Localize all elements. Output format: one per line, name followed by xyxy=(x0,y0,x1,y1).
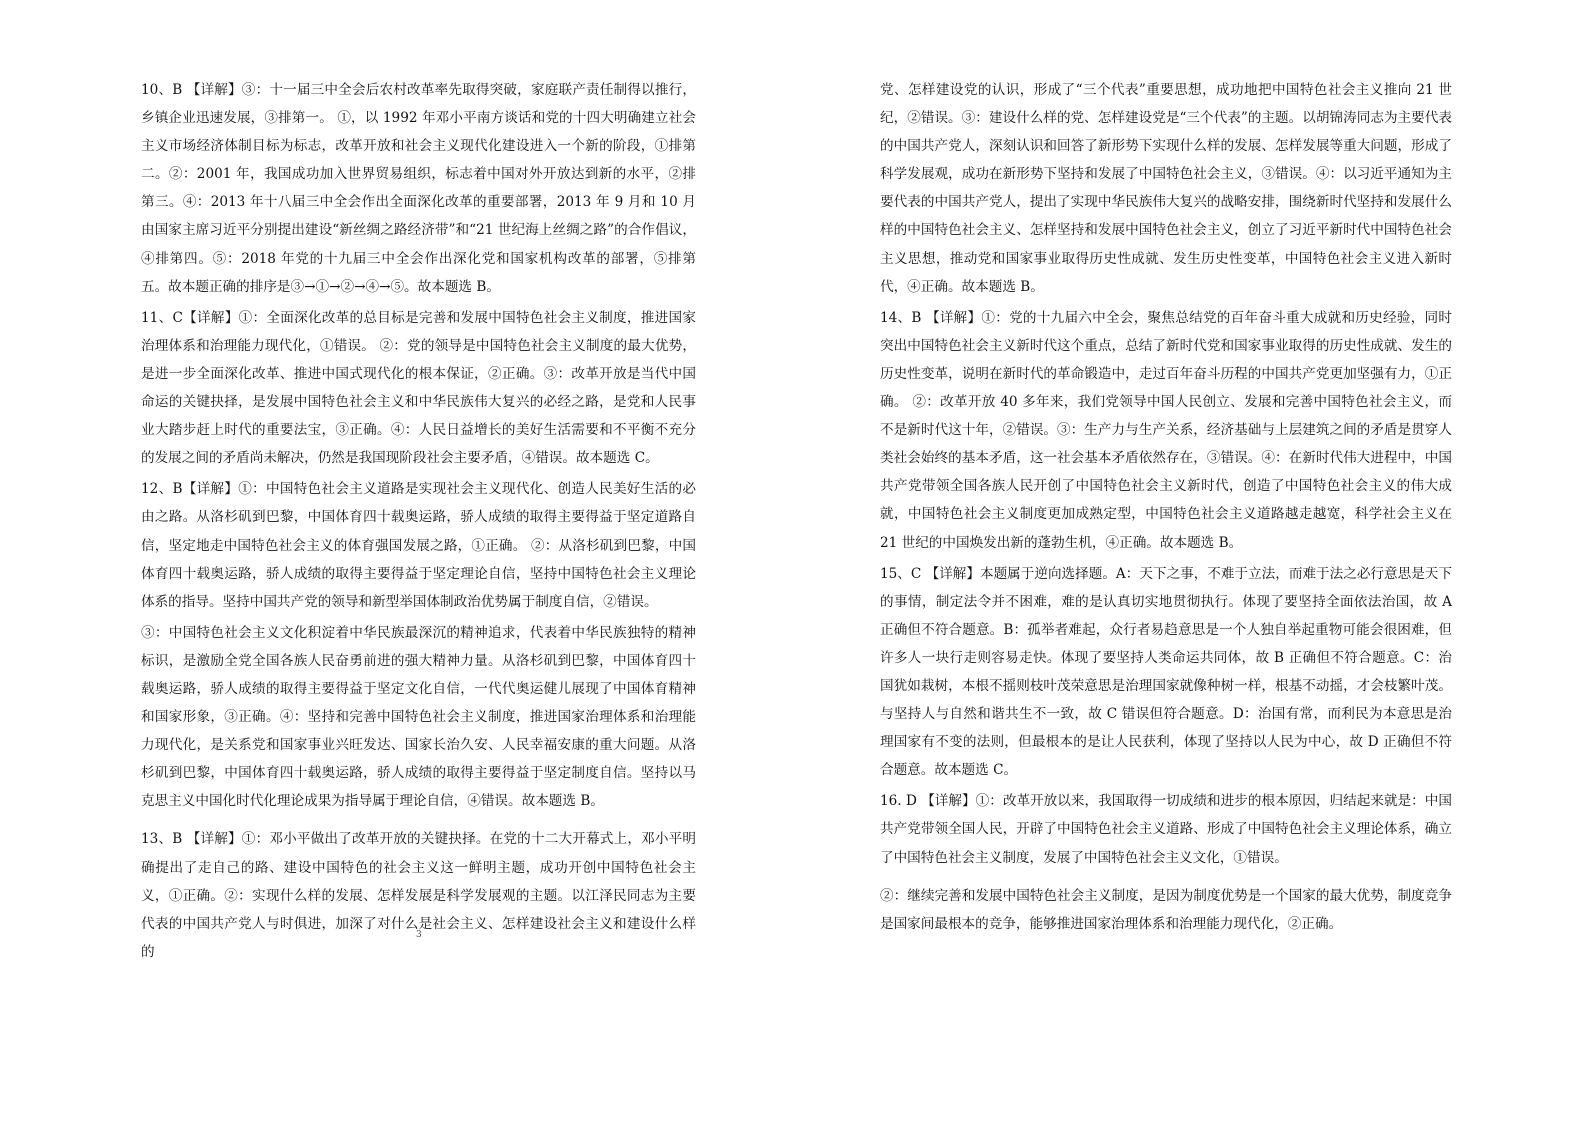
right-column xyxy=(880,76,1452,938)
answer-16-continued-paragraph: ②：继续完善和发展中国特色社会主义制度，是因为制度优势是一个国家的最大优势，制度竞争是国家间最根本的竞争，能够推进国家治理体系和治理能力现代化，②正确。 xyxy=(880,887,1452,932)
page-number: 3 xyxy=(416,930,422,940)
left-column xyxy=(141,76,696,966)
answer-12-paragraph: 12、B【详解】①：中国特色社会主义道路是实现社会主义现代化、创造人民美好生活的必由之路。从洛杉矶到巴黎，中国体育四十载奥运路，骄人成绩的取得主要得益于坚定道路自信，坚定地走中国特色社会主义的体育强国发展之路，①正确。 ②：从洛杉矶到巴黎，中国体育四十载奥运路，骄人成绩的取得主要得益于坚定理论自信，坚持中国特色社会主义理论体系的指导。坚持中国共产党的领导和新型举国体制政治优势属于制度自信，②错误。 xyxy=(141,481,696,610)
answer-10-paragraph: 10、B 【详解】③：十一届三中全会后农村改革率先取得突破，家庭联产责任制得以推行，乡镇企业迅速发展，③排第一。 ①，以 1992 年邓小平南方谈话和党的十四大明确建立社会主义市场经济体制目标为标志，改革开放和社会主义现代化建设进入一个新的阶段，①排第二。②：2001 年，我国成功加入世界贸易组织，标志着中国对外开放达到新的水平，②排第三。④：2013 年十八届三中全会作出全面深化改革的重要部署，2013 年 9 月和 10 月由国家主席习近平分别提出建设“新丝绸之路经济带”和“21 世纪海上丝绸之路”的合作倡议，④排第四。⑤：2018 年党的十九届三中全会作出深化党和国家机构改革的部署，⑤排第五。故本题正确的排序是③→①→②→④→⑤。故本题选 B。 xyxy=(141,82,696,295)
answer-13-paragraph: 13、B 【详解】①：邓小平做出了改革开放的关键抉择。在党的十二大开幕式上，邓小平明确提出了走自己的路、建设中国特色的社会主义这一鲜明主题，成功开创中国特色社会主义，①正确。②：实现什么样的发展、怎样发展是科学发展观的主题。以江泽民同志为主要代表的中国共产党人与时俱进，加深了对什么是社会主义、怎样建设社会主义和建设什么样的 xyxy=(141,831,696,960)
answer-11-paragraph: 11、C【详解】①：全面深化改革的总目标是完善和发展中国特色社会主义制度，推进国家治理体系和治理能力现代化，①错误。 ②：党的领导是中国特色社会主义制度的最大优势，是进一步全面深化改革、推进中国式现代化的根本保证，②正确。③：改革开放是当代中国命运的关键抉择，是发展中国特色社会主义和中华民族伟大复兴的必经之路，是党和人民事业大踏步赶上时代的重要法宝，③正确。④：人民日益增长的美好生活需要和不平衡不充分的发展之间的矛盾尚未解决，仍然是我国现阶段社会主要矛盾，④错误。故本题选 C。 xyxy=(141,309,696,467)
answer-12-continued-paragraph: ③：中国特色社会主义文化积淀着中华民族最深沉的精神追求，代表着中华民族独特的精神标识，是激励全党全国各族人民奋勇前进的强大精神力量。从洛杉矶到巴黎，中国体育四十载奥运路，骄人成绩的取得主要得益于坚定文化自信，一代代奥运健儿展现了中国体育精神和国家形象，③正确。④：坚持和完善中国特色社会主义制度，推进国家治理体系和治理能力现代化，是关系党和国家事业兴旺发达、国家长治久安、人民幸福安康的重大问题。从洛杉矶到巴黎，中国体育四十载奥运路，骄人成绩的取得主要得益于坚定制度自信。坚持以马克思主义中国化时代化理论成果为指导属于理论自信，④错误。故本题选 B。 xyxy=(141,624,696,810)
answer-13-continued-paragraph: 党、怎样建设党的认识，形成了“三个代表”重要思想，成功地把中国特色社会主义推向 21 世纪，②错误。③：建设什么样的党、怎样建设党是“三个代表”的主题。以胡锦涛同志为主要代表的中国共产党人，深刻认识和回答了新形势下实现什么样的发展、怎样发展等重大问题，形成了科学发展观，成功在新形势下坚持和发展了中国特色社会主义，③错误。④：以习近平通知为主要代表的中国共产党人，提出了实现中华民族伟大复兴的战略安排，围绕新时代坚持和发展什么样的中国特色社会主义、怎样坚持和发展中国特色社会主义，创立了习近平新时代中国特色社会主义思想，推动党和国家事业取得历史性成就、发生历史性变革，中国特色社会主义进入新时代，④正确。故本题选 B。 xyxy=(880,82,1452,295)
answer-15-paragraph: 15、C 【详解】本题属于逆向选择题。A：天下之事，不难于立法，而难于法之必行意思是天下的事情，制定法令并不困难，难的是认真切实地贯彻执行。体现了要坚持全面依法治国，故 A 正确但不符合题意。B：孤举者难起，众行者易趋意思是一个人独自举起重物可能会很困难，但许多人一块行走则容易走快。体现了要坚持人类命运共同体，故 B 正确但不符合题意。C：治国犹如栽树，本根不摇则枝叶茂荣意思是治理国家就像种树一样，根基不动摇，才会枝繁叶茂。与坚持人与自然和谐共生不一致，故 C 错误但符合题意。D：治国有常，而利民为本意思是治理国家有不变的法则，但最根本的是让人民获利，体现了坚持以人民为中心，故 D 正确但不符合题意。故本题选 C。 xyxy=(880,565,1452,779)
answer-14-paragraph: 14、B 【详解】①：党的十九届六中全会，聚焦总结党的百年奋斗重大成就和历史经验，同时突出中国特色社会主义新时代这个重点，总结了新时代党和国家事业取得的历史性成就、发生的历史性变革，说明在新时代的革命锻造中，走过百年奋斗历程的中国共产党更加坚强有力，①正确。 ②：改革开放 40 多年来，我们党领导中国人民创立、发展和完善中国特色社会主义，而不是新时代这十年，②错误。③：生产力与生产关系，经济基础与上层建筑之间的矛盾是贯穿人类社会始终的基本矛盾，这一社会基本矛盾依然存在，③错误。④：在新时代伟大进程中，中国共产党带领全国各族人民开创了中国特色社会主义新时代，创造了中国特色社会主义的伟大成就，中国特色社会主义制度更加成熟定型，中国特色社会主义道路越走越宽，科学社会主义在 21 世纪的中国焕发出新的蓬勃生机，④正确。故本题选 B。 xyxy=(880,309,1452,551)
answer-16-paragraph: 16. D 【详解】①：改革开放以来，我国取得一切成绩和进步的根本原因，归结起来就是：中国共产党带领全国人民，开辟了中国特色社会主义道路、形成了中国特色社会主义理论体系，确立了中国特色社会主义制度，发展了中国特色社会主义文化，①错误。 xyxy=(880,793,1452,866)
